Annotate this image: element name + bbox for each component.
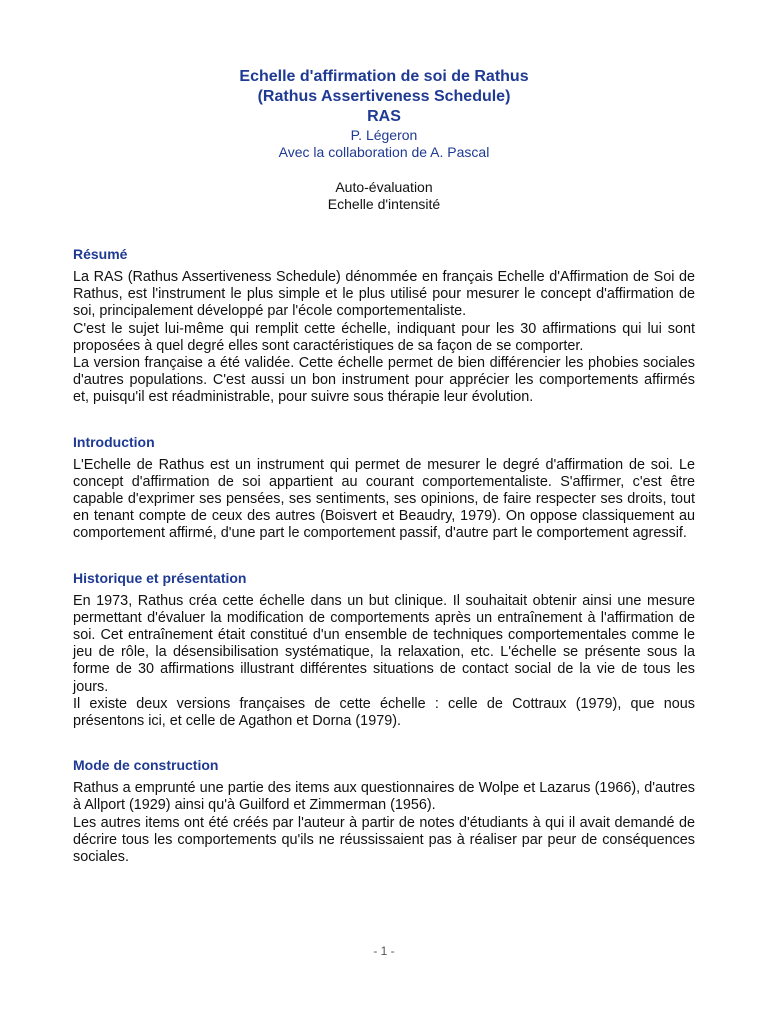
paragraph: La RAS (Rathus Assertiveness Schedule) dénommée en français Echelle d'Affirmation de Soi de Rathus, est l'instrument le plus simple et le plus utilisé pour mesurer le concept d'affirmation de soi, principalement développé par l'école comportementaliste. [73, 269, 695, 320]
author: P. Légeron [350, 127, 418, 143]
section-heading: Introduction [73, 433, 155, 450]
document-header [0, 67, 768, 213]
page-number: - 1 - [373, 944, 395, 958]
section-heading: Résumé [73, 246, 128, 262]
section-heading: Historique et présentation [73, 569, 247, 586]
type-intensity-scale: Echelle d'intensité [327, 196, 441, 212]
paragraph: Rathus a emprunté une partie des items aux questionnaires de Wolpe et Lazarus (1966), d'autres à Allport (1929) ainsi qu'à Guilford et Zimmerman (1956). [73, 780, 695, 814]
paragraph: La version française a été validée. Cette échelle permet de bien différencier les phobies sociales d'autres populations. C'est aussi un bon instrument pour apprécier les comportements affirmés et, puisqu'il est réadministrable, pour suivre sous thérapie leur évolution. [73, 355, 695, 406]
section-introduction [73, 433, 695, 543]
document-body [73, 245, 695, 892]
paragraph: Les autres items ont été créés par l'auteur à partir de notes d'étudiants à qui il avait demandé de décrire tous les comportements qu'ils ne réussissaient pas à réaliser par peur de conséquences sociales. [73, 814, 695, 866]
paragraph: En 1973, Rathus créa cette échelle dans un but clinique. Il souhaitait obtenir ainsi une mesure permettant d'évaluer la modification de comportements après un entraînement à l'affirmation de soi. Cet entraînement était constitué d'un ensemble de techniques comportementales comme le jeu de rôle, la désensibilisation systématique, la relaxation, etc. L'échelle se présente sous la forme de 30 affirmations illustrant différentes situations de contact social de la vie de tous les jours. [73, 592, 695, 695]
paragraph: C'est le sujet lui-même qui remplit cette échelle, indiquant pour les 30 affirmations qui lui sont proposées à quel degré elles sont caractéristiques de sa façon de se comporter. [73, 320, 695, 354]
section-historique [73, 569, 695, 731]
evaluation-type [0, 179, 768, 213]
section-heading: Mode de construction [73, 757, 219, 774]
section-mode-de-construction [73, 756, 695, 866]
type-self-evaluation: Auto-évaluation [335, 179, 433, 195]
title-line-2: (Rathus Assertiveness Schedule) [257, 88, 511, 105]
paragraph: L'Echelle de Rathus est un instrument qui permet de mesurer le degré d'affirmation de soi. Le concept d'affirmation de soi appartient au courant comportementaliste. S'affirmer, c'est être capable d'exprimer ses pensées, ses sentiments, ses opinions, de faire respecter ses droits, tout en tenant compte de ceux des autres (Boisvert et Beaudry, 1979). On oppose classiquement au comportement affirmé, d'une part le comportement passif, d'autre part le comportement agressif. [73, 456, 695, 542]
paragraph: Il existe deux versions françaises de cette échelle : celle de Cottraux (1979), que nous présentons ici, et celle de Agathon et Dorna (1979). [73, 695, 695, 730]
title-line-3: RAS [367, 108, 401, 125]
title-line-1: Echelle d'affirmation de soi de Rathus [239, 68, 529, 85]
section-resume [73, 245, 695, 407]
collaboration: Avec la collaboration de A. Pascal [278, 144, 490, 160]
